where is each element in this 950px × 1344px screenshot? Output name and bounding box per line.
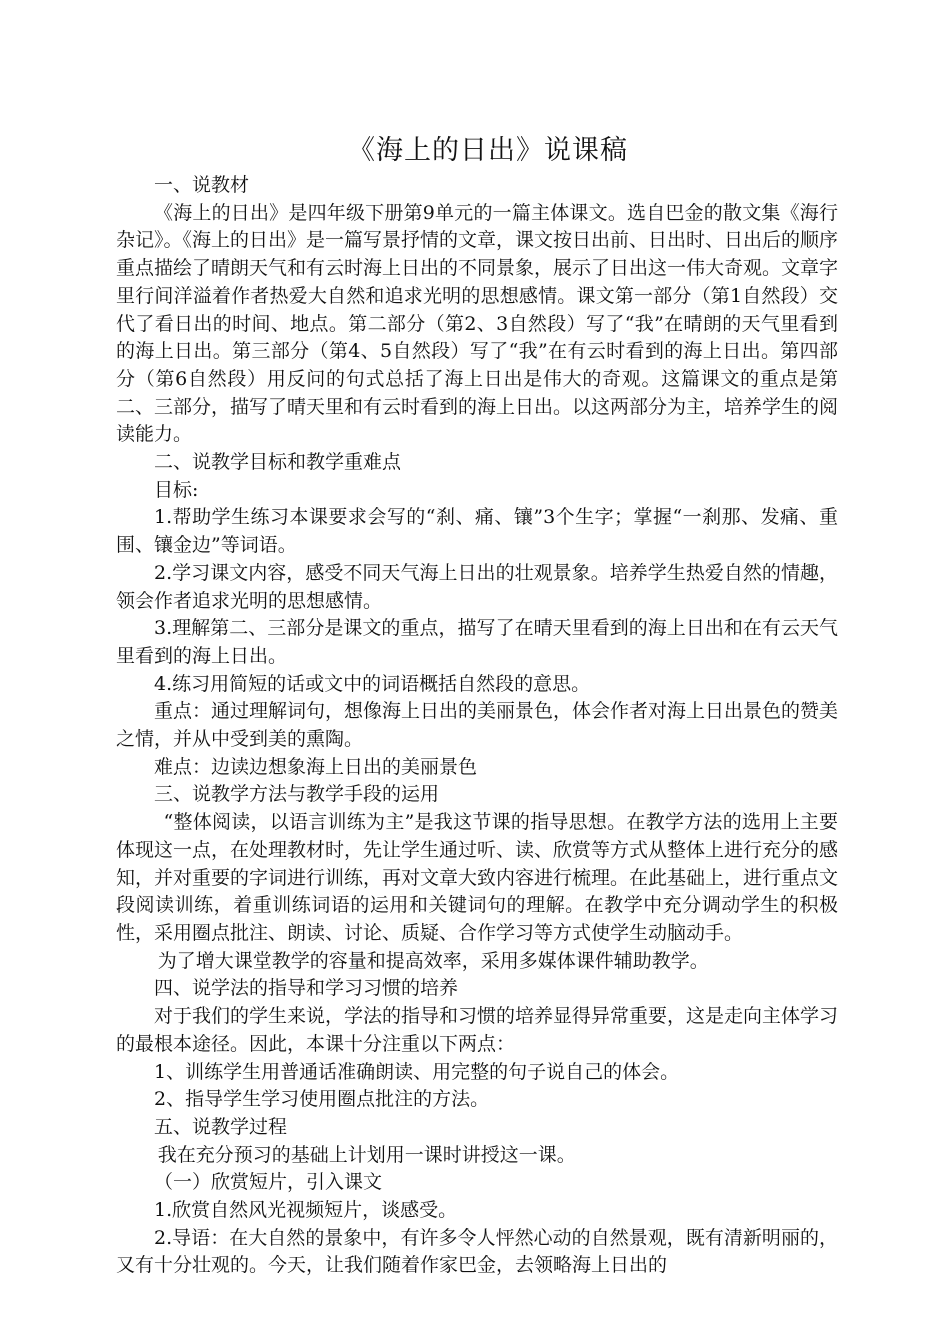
section-heading-study-habits: 四、说学法的指导和学习习惯的培养: [154, 977, 459, 1000]
paragraph-methods: “整体阅读，以语言训练为主”是我这节课的指导思想。在教学方法的选用上主要体现这一点，在处理教材时，先让学生通过听、读、欣赏等方式从整体上进行充分的感知，并对重要的字词进行训练，再对文章大致内容进行梳理。在此基础上，进行重点文段阅读训练，着重训练词语的运用和关键词句的理解。在教学中充分调动学生的积极性，采用圈点批注、朗读、讨论、质疑、合作学习等方式使学生动脑动手。: [116, 811, 839, 944]
section-heading-methods: 三、说教学方法与教学手段的运用: [154, 783, 440, 806]
document-title: 《海上的日出》说课稿: [348, 135, 628, 166]
paragraph-textbook-analysis: 《海上的日出》是四年级下册第9单元的一篇主体课文。选自巴金的散文集《海行杂记》。《海上的日出》是一篇写景抒情的文章，课文按日出前、日出时、日出后的顺序重点描绘了晴朗天气和有云时海上日出的不同景象，展示了日出这一伟大奇观。文章字里行间洋溢着作者热爱大自然和追求光明的思想感情。课文第一部分（第1自然段）交代了看日出的时间、地点。第二部分（第2、3自然段）写了“我”在晴朗的天气里看到的海上日出。第三部分（第4、5自然段）写了“我”在有云时看到的海上日出。第四部分（第6自然段）用反问的句式总括了海上日出是伟大的奇观。这篇课文的重点是第二、三部分，描写了晴天里和有云时看到的海上日出。以这两部分为主，培养学生的阅读能力。: [116, 201, 839, 446]
process-step-1-heading: （一）欣赏短片，引入课文: [154, 1171, 383, 1194]
section-heading-textbook: 一、说教材: [154, 174, 250, 196]
section-heading-goals: 二、说教学目标和教学重难点: [154, 451, 402, 474]
goal-item-4: 4.练习用简短的话或文中的词语概括自然段的意思。: [154, 672, 591, 695]
goals-label: 目标:: [154, 478, 199, 501]
difficult-point: 难点：边读边想象海上日出的美丽景色: [154, 755, 478, 778]
habit-item-1: 1、训练学生用普通话准确朗读、用完整的句子说自己的体会。: [154, 1060, 680, 1083]
section-heading-process: 五、说教学过程: [154, 1115, 288, 1138]
paragraph-process-plan: 我在充分预习的基础上计划用一课时讲授这一课。: [157, 1143, 576, 1166]
goal-item-3: 3.理解第二、三部分是课文的重点，描写了在晴天里看到的海上日出和在有云天气里看到的海上日出。: [116, 617, 838, 667]
process-step-1-item-1: 1.欣赏自然风光视频短片，谈感受。: [154, 1199, 458, 1222]
process-step-1-item-2: 2.导语：在大自然的景象中，有许多令人怦然心动的自然景观，既有清新明丽的，又有十分壮观的。今天，让我们随着作家巴金，去领略海上日出的: [116, 1226, 838, 1277]
key-point: 重点：通过理解词句，想像海上日出的美丽景色，体会作者对海上日出景色的赞美之情，并从中受到美的熏陶。: [116, 700, 839, 751]
goal-item-2: 2.学习课文内容，感受不同天气海上日出的壮观景象。培养学生热爱自然的情趣，领会作者追求光明的思想感情。: [116, 561, 838, 612]
paragraph-multimedia: 为了增大课堂教学的容量和提高效率，采用多媒体课件辅助教学。: [157, 949, 709, 972]
habit-item-2: 2、指导学生学习使用圈点批注的方法。: [154, 1088, 490, 1111]
paragraph-study-habits: 对于我们的学生来说，学法的指导和习惯的培养显得异常重要，这是走向主体学习的最根本途径。因此，本课十分注重以下两点：: [116, 1005, 839, 1055]
goal-item-1: 1.帮助学生练习本课要求会写的“刹、痛、镶”3个生字；掌握“一刹那、发痛、重围、镶金边”等词语。: [116, 506, 838, 557]
document-page: [116, 132, 838, 1280]
